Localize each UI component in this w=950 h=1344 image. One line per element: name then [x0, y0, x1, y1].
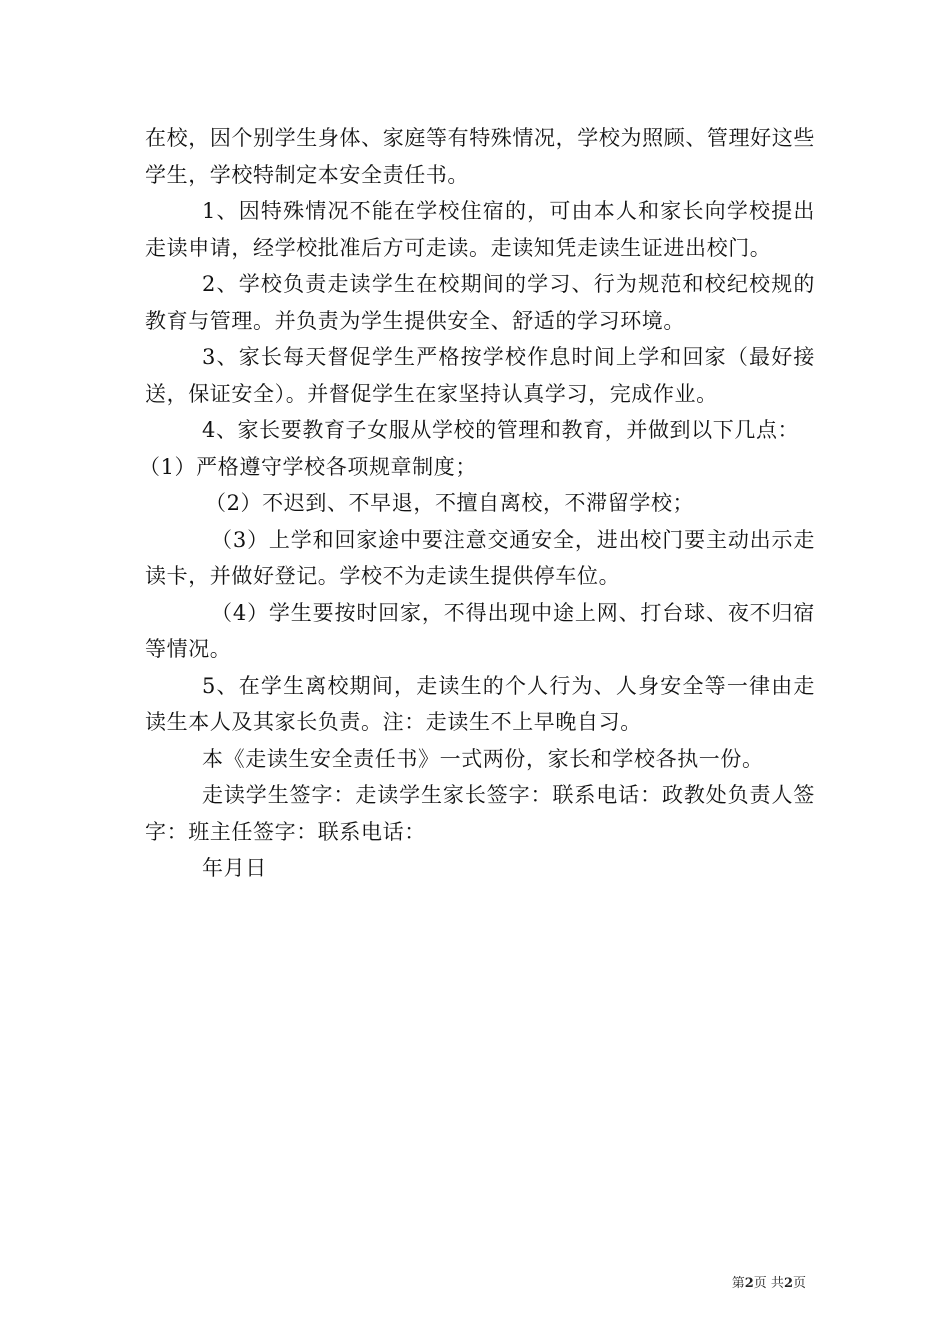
footer-prefix: 第 — [731, 1276, 745, 1291]
paragraph-intro: 在校，因个别学生身体、家庭等有特殊情况，学校为照顾、管理好这些学生，学校特制定本安全责任书。 — [145, 126, 815, 187]
paragraph-item-5: 5、在学生离校期间，走读生的个人行为、人身安全等一律由走读生本人及其家长负责。注：走读生不上早晚自习。 — [145, 673, 815, 734]
paragraph-item-2: 2、学校负责走读学生在校期间的学习、行为规范和校纪校规的教育与管理。并负责为学生提供安全、舒适的学习环境。 — [145, 272, 815, 333]
paragraph-item-4: 4、家长要教育子女服从学校的管理和教育，并做到以下几点： — [202, 418, 800, 442]
paragraph-item-1: 1、因特殊情况不能在学校住宿的，可由本人和家长向学校提出走读申请，经学校批准后方可走读。走读知凭走读生证进出校门。 — [145, 199, 815, 260]
footer-suffix: 页 — [792, 1276, 806, 1291]
document-body — [139, 120, 815, 887]
page-number-footer — [732, 1276, 806, 1292]
paragraph-item-3: 3、家长每天督促学生严格按学校作息时间上学和回家（最好接送，保证安全）。并督促学生在家坚持认真学习，完成作业。 — [145, 345, 815, 406]
paragraph-subitem-4: （4）学生要按时回家，不得出现中途上网、打台球、夜不归宿等情况。 — [145, 600, 815, 661]
paragraph-copies-note: 本《走读生安全责任书》一式两份，家长和学校各执一份。 — [202, 746, 764, 771]
footer-middle: 页 共 — [753, 1276, 784, 1291]
paragraph-subitem-2: （2）不迟到、不早退，不擅自离校，不滞留学校； — [205, 491, 695, 515]
paragraph-signatures: 走读学生签字：走读学生家长签字：联系电话：政教处负责人签字：班主任签字：联系电话： — [145, 783, 815, 844]
footer-current-page: 2 — [744, 1276, 754, 1291]
paragraph-subitem-1: （1）严格遵守学校各项规章制度； — [139, 454, 477, 479]
paragraph-date: 年月日 — [202, 856, 267, 880]
paragraph-subitem-3: （3）上学和回家途中要注意交通安全，进出校门要主动出示走读卡，并做好登记。学校不为走读生提供停车位。 — [145, 527, 815, 588]
footer-total-pages: 2 — [783, 1276, 793, 1291]
